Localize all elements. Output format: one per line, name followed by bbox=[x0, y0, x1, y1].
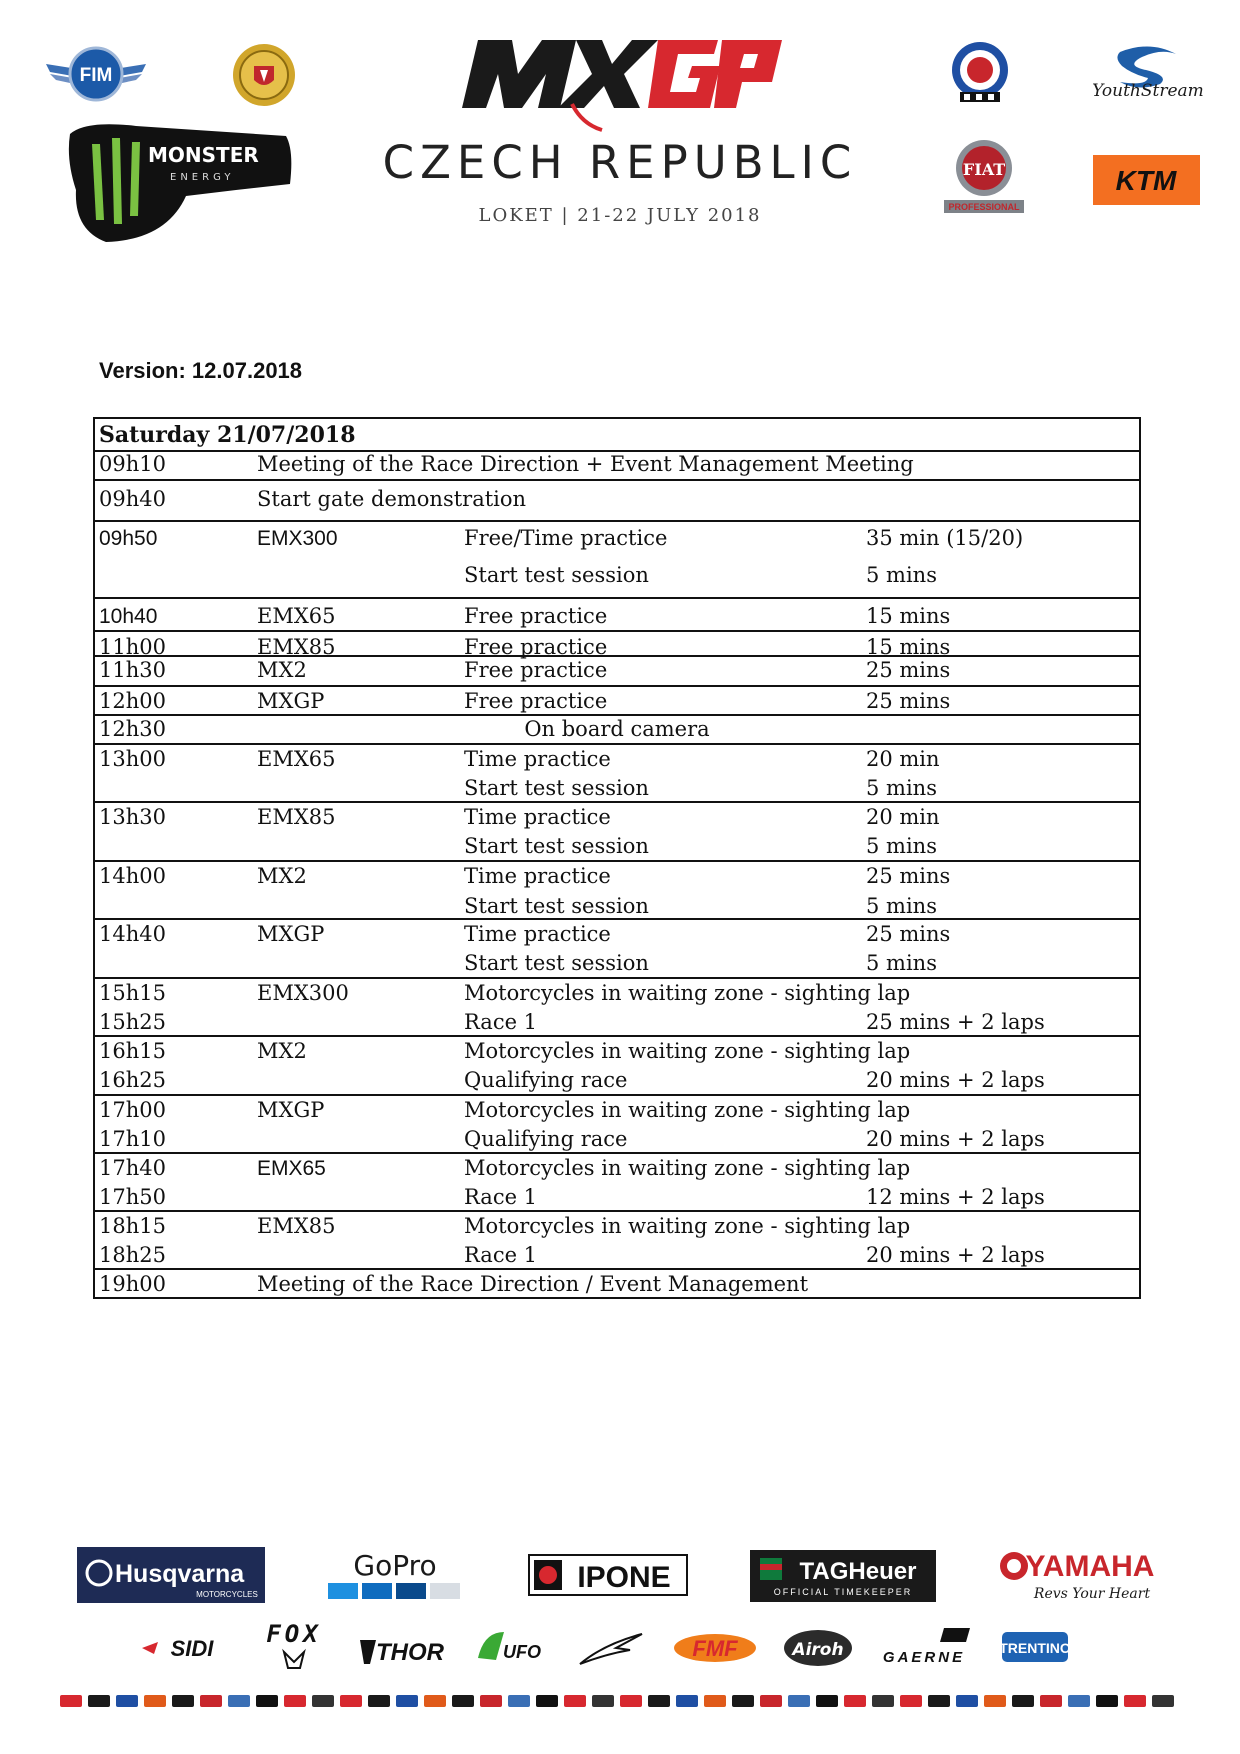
mini-sponsor-logo bbox=[452, 1695, 474, 1707]
schedule-time-cell: 13h30 bbox=[99, 805, 166, 829]
mini-sponsor-logo bbox=[256, 1695, 278, 1707]
mini-sponsor-logo bbox=[788, 1695, 810, 1707]
schedule-class-cell: EMX85 bbox=[257, 1214, 336, 1238]
mini-sponsor-logo bbox=[704, 1695, 726, 1707]
schedule-duration-cell: 25 mins bbox=[866, 689, 951, 713]
husqvarna-logo bbox=[77, 1547, 265, 1603]
schedule-duration-cell: 20 mins + 2 laps bbox=[866, 1068, 1045, 1092]
schedule-class-cell: MXGP bbox=[257, 689, 325, 713]
acr-logo bbox=[230, 42, 298, 108]
schedule-time-cell: 19h00 bbox=[99, 1272, 166, 1296]
schedule-row bbox=[95, 685, 1139, 714]
svg-text:OFFICIAL TIMEKEEPER: OFFICIAL TIMEKEEPER bbox=[773, 1587, 913, 1597]
mini-sponsor-logo bbox=[928, 1695, 950, 1707]
schedule-row bbox=[95, 714, 1139, 743]
schedule-duration-cell: 5 mins bbox=[866, 951, 937, 975]
schedule-row bbox=[95, 743, 1139, 801]
schedule-activity-cell: Motorcycles in waiting zone - sighting lap bbox=[464, 1156, 911, 1180]
schedule-table bbox=[93, 417, 1141, 1299]
schedule-duration-cell: 35 min (15/20) bbox=[866, 526, 1024, 550]
schedule-duration-cell: 20 min bbox=[866, 805, 940, 829]
schedule-time-cell: 10h40 bbox=[99, 605, 158, 628]
mini-sponsor-logo bbox=[1040, 1695, 1062, 1707]
mini-sponsor-logo bbox=[1124, 1695, 1146, 1707]
mini-sponsor-logo bbox=[60, 1695, 82, 1707]
mini-sponsor-logo bbox=[340, 1695, 362, 1707]
schedule-class-cell: EMX300 bbox=[257, 527, 338, 550]
gopro-logo bbox=[326, 1551, 464, 1601]
fiat-professional-logo bbox=[942, 138, 1026, 214]
gaerne-logo bbox=[878, 1618, 974, 1674]
schedule-duration-cell: 25 mins bbox=[866, 864, 951, 888]
mini-sponsor-logo bbox=[144, 1695, 166, 1707]
svg-text:FIAT: FIAT bbox=[962, 160, 1006, 179]
schedule-class-cell: EMX300 bbox=[257, 981, 349, 1005]
mini-sponsor-logo bbox=[1068, 1695, 1090, 1707]
svg-text:FIM: FIM bbox=[79, 65, 113, 86]
schedule-time-cell: 11h30 bbox=[99, 658, 166, 682]
monster-energy-logo bbox=[66, 120, 294, 245]
schedule-time-cell: 09h50 bbox=[99, 527, 158, 550]
schedule-duration-cell: 15 mins bbox=[866, 604, 951, 628]
schedule-time-cell: 17h10 bbox=[99, 1127, 166, 1151]
mini-sponsor-logo bbox=[88, 1695, 110, 1707]
yamaha-logo bbox=[996, 1546, 1158, 1606]
mini-sponsor-logo bbox=[508, 1695, 530, 1707]
schedule-activity-cell: Start test session bbox=[464, 563, 649, 587]
tagheuer-logo bbox=[750, 1550, 936, 1602]
schedule-time-cell: 14h00 bbox=[99, 864, 166, 888]
mini-sponsor-logo bbox=[200, 1695, 222, 1707]
svg-text:MXGP: MXGP bbox=[452, 132, 456, 133]
schedule-activity-cell: Race 1 bbox=[464, 1185, 538, 1209]
schedule-activity-cell: Free practice bbox=[464, 635, 608, 659]
airoh-logo bbox=[782, 1618, 854, 1674]
schedule-time-cell: 18h25 bbox=[99, 1243, 166, 1267]
schedule-class-cell: MX2 bbox=[257, 864, 307, 888]
schedule-time-cell: 13h00 bbox=[99, 747, 166, 771]
svg-text:FMF: FMF bbox=[692, 1636, 738, 1661]
svg-text:ENERGY: ENERGY bbox=[170, 172, 235, 183]
mini-sponsor-logo bbox=[228, 1695, 250, 1707]
event-title: CZECH REPUBLIC bbox=[382, 136, 858, 189]
mini-sponsor-logo bbox=[592, 1695, 614, 1707]
fim-logo bbox=[44, 44, 148, 104]
alpinestars-logo bbox=[576, 1618, 646, 1674]
schedule-row bbox=[95, 1152, 1139, 1210]
schedule-activity-cell: Start test session bbox=[464, 834, 649, 858]
thor-logo bbox=[356, 1618, 452, 1674]
schedule-activity-cell: Free practice bbox=[464, 658, 608, 682]
schedule-class-cell: EMX85 bbox=[257, 805, 336, 829]
mini-sponsor-logo bbox=[396, 1695, 418, 1707]
schedule-activity-cell: Free/Time practice bbox=[464, 526, 668, 550]
schedule-activity-cell: Start test session bbox=[464, 894, 649, 918]
schedule-activity-cell: Qualifying race bbox=[464, 1127, 628, 1151]
schedule-time-cell: 11h00 bbox=[99, 635, 166, 659]
svg-text:UFO: UFO bbox=[503, 1642, 541, 1662]
schedule-row bbox=[95, 1210, 1139, 1268]
svg-text:KTM: KTM bbox=[1115, 165, 1177, 196]
mini-sponsor-logo bbox=[648, 1695, 670, 1707]
mini-sponsor-logo bbox=[816, 1695, 838, 1707]
schedule-time-cell: 12h00 bbox=[99, 689, 166, 713]
schedule-class-cell: MX2 bbox=[257, 1039, 307, 1063]
youthstream-logo bbox=[1090, 42, 1206, 106]
ipone-logo bbox=[528, 1554, 688, 1596]
schedule-duration-cell: 5 mins bbox=[866, 834, 937, 858]
schedule-activity-cell: Free practice bbox=[464, 689, 608, 713]
ktm-logo bbox=[1093, 155, 1200, 205]
schedule-row bbox=[95, 655, 1139, 685]
schedule-wide-cell: Start gate demonstration bbox=[257, 487, 527, 511]
schedule-activity-cell: Race 1 bbox=[464, 1243, 538, 1267]
schedule-row bbox=[95, 1035, 1139, 1094]
mini-sponsor-logo bbox=[1152, 1695, 1174, 1707]
mini-sponsor-logo bbox=[620, 1695, 642, 1707]
schedule-activity-cell: Start test session bbox=[464, 776, 649, 800]
svg-text:Revs Your Heart: Revs Your Heart bbox=[1033, 1586, 1151, 1602]
trentino-logo bbox=[998, 1618, 1072, 1674]
schedule-row bbox=[95, 1094, 1139, 1152]
schedule-row bbox=[95, 630, 1139, 659]
schedule-row bbox=[95, 918, 1139, 977]
schedule-time-cell: 17h00 bbox=[99, 1098, 166, 1122]
svg-text:Husqvarna: Husqvarna bbox=[115, 1560, 245, 1588]
schedule-class-cell: EMX85 bbox=[257, 635, 336, 659]
schedule-duration-cell: 20 min bbox=[866, 747, 940, 771]
schedule-activity-cell: Time practice bbox=[464, 805, 611, 829]
schedule-row bbox=[95, 479, 1139, 520]
mini-sponsor-logo bbox=[732, 1695, 754, 1707]
mini-sponsor-logo bbox=[900, 1695, 922, 1707]
schedule-duration-cell: 25 mins + 2 laps bbox=[866, 1010, 1045, 1034]
event-subtitle: LOKET | 21-22 JULY 2018 bbox=[478, 205, 762, 226]
schedule-time-cell: 12h30 bbox=[99, 717, 166, 741]
schedule-class-cell: MX2 bbox=[257, 658, 307, 682]
schedule-center-cell: On board camera bbox=[524, 717, 710, 741]
schedule-wide-cell: Meeting of the Race Direction + Event Management Meeting bbox=[257, 452, 914, 476]
schedule-time-cell: 16h25 bbox=[99, 1068, 166, 1092]
schedule-time-cell: 16h15 bbox=[99, 1039, 166, 1063]
schedule-time-cell: 09h40 bbox=[99, 487, 166, 511]
schedule-wide-cell: Meeting of the Race Direction / Event Management bbox=[257, 1272, 809, 1296]
schedule-time-cell: 17h50 bbox=[99, 1185, 166, 1209]
schedule-duration-cell: 5 mins bbox=[866, 776, 937, 800]
svg-text:GAERNE: GAERNE bbox=[882, 1649, 966, 1666]
svg-text:YouthStream: YouthStream bbox=[1092, 81, 1204, 101]
schedule-activity-cell: Time practice bbox=[464, 747, 611, 771]
mini-sponsor-logo bbox=[760, 1695, 782, 1707]
mini-sponsor-logo bbox=[424, 1695, 446, 1707]
fmf-logo bbox=[672, 1618, 758, 1674]
schedule-row bbox=[95, 977, 1139, 1035]
svg-text:GoPro: GoPro bbox=[353, 1551, 437, 1582]
schedule-activity-cell: Qualifying race bbox=[464, 1068, 628, 1092]
schedule-time-cell: 17h40 bbox=[99, 1156, 166, 1180]
schedule-duration-cell: 25 mins bbox=[866, 922, 951, 946]
svg-text:THOR: THOR bbox=[376, 1639, 444, 1666]
schedule-activity-cell: Motorcycles in waiting zone - sighting lap bbox=[464, 1039, 911, 1063]
schedule-activity-cell: Race 1 bbox=[464, 1010, 538, 1034]
sidi-logo bbox=[136, 1618, 232, 1674]
svg-text:YAMAHA: YAMAHA bbox=[1025, 1550, 1155, 1583]
schedule-duration-cell: 25 mins bbox=[866, 658, 951, 682]
mini-sponsor-logo bbox=[116, 1695, 138, 1707]
schedule-duration-cell: 20 mins + 2 laps bbox=[866, 1243, 1045, 1267]
svg-text:Airoh: Airoh bbox=[792, 1640, 844, 1660]
schedule-row bbox=[95, 520, 1139, 597]
mini-sponsor-logo bbox=[1012, 1695, 1034, 1707]
svg-text:IPONE: IPONE bbox=[577, 1561, 671, 1594]
mini-sponsor-logo bbox=[172, 1695, 194, 1707]
schedule-row bbox=[95, 860, 1139, 918]
fox-logo bbox=[254, 1618, 334, 1674]
schedule-activity-cell: Time practice bbox=[464, 864, 611, 888]
schedule-row bbox=[95, 801, 1139, 860]
club-logo bbox=[950, 40, 1010, 106]
svg-text:PROFESSIONAL: PROFESSIONAL bbox=[948, 202, 1020, 212]
mini-sponsor-logo bbox=[984, 1695, 1006, 1707]
mini-sponsor-logo bbox=[564, 1695, 586, 1707]
schedule-time-cell: 14h40 bbox=[99, 922, 166, 946]
schedule-class-cell: MXGP bbox=[257, 1098, 325, 1122]
mini-sponsor-logo bbox=[480, 1695, 502, 1707]
schedule-class-cell: EMX65 bbox=[257, 1157, 326, 1180]
schedule-time-cell: 09h10 bbox=[99, 452, 166, 476]
schedule-time-cell: 18h15 bbox=[99, 1214, 166, 1238]
schedule-class-cell: EMX65 bbox=[257, 747, 336, 771]
svg-text:FOX: FOX bbox=[266, 1620, 322, 1648]
mini-sponsor-logo bbox=[284, 1695, 306, 1707]
svg-text:MOTORCYCLES: MOTORCYCLES bbox=[196, 1590, 258, 1599]
svg-text:TRENTINO: TRENTINO bbox=[999, 1640, 1071, 1656]
version-label: Version: 12.07.2018 bbox=[99, 358, 303, 383]
schedule-duration-cell: 15 mins bbox=[866, 635, 951, 659]
schedule-duration-cell: 12 mins + 2 laps bbox=[866, 1185, 1045, 1209]
sponsor-strip bbox=[58, 1692, 1178, 1710]
mini-sponsor-logo bbox=[312, 1695, 334, 1707]
schedule-row bbox=[95, 597, 1139, 630]
mini-sponsor-logo bbox=[956, 1695, 978, 1707]
mini-sponsor-logo bbox=[844, 1695, 866, 1707]
schedule-duration-cell: 5 mins bbox=[866, 894, 937, 918]
schedule-day-heading: Saturday 21/07/2018 bbox=[99, 422, 356, 448]
schedule-time-cell: 15h15 bbox=[99, 981, 166, 1005]
mini-sponsor-logo bbox=[536, 1695, 558, 1707]
schedule-activity-cell: Time practice bbox=[464, 922, 611, 946]
schedule-class-cell: MXGP bbox=[257, 922, 325, 946]
mini-sponsor-logo bbox=[676, 1695, 698, 1707]
schedule-row bbox=[95, 450, 1139, 479]
schedule-time-cell: 15h25 bbox=[99, 1010, 166, 1034]
mini-sponsor-logo bbox=[368, 1695, 390, 1707]
schedule-activity-cell: Free practice bbox=[464, 604, 608, 628]
mini-sponsor-logo bbox=[1096, 1695, 1118, 1707]
schedule-row bbox=[95, 1268, 1139, 1297]
mini-sponsor-logo bbox=[872, 1695, 894, 1707]
ufo-logo bbox=[474, 1618, 554, 1674]
schedule-activity-cell: Motorcycles in waiting zone - sighting lap bbox=[464, 1214, 911, 1238]
schedule-activity-cell: Start test session bbox=[464, 951, 649, 975]
schedule-duration-cell: 20 mins + 2 laps bbox=[866, 1127, 1045, 1151]
mxgp-logo bbox=[452, 34, 788, 134]
schedule-duration-cell: 5 mins bbox=[866, 563, 937, 587]
schedule-class-cell: EMX65 bbox=[257, 604, 336, 628]
svg-text:SIDI: SIDI bbox=[170, 1636, 214, 1661]
svg-text:TAGHeuer: TAGHeuer bbox=[799, 1558, 917, 1585]
schedule-activity-cell: Motorcycles in waiting zone - sighting lap bbox=[464, 981, 911, 1005]
schedule-activity-cell: Motorcycles in waiting zone - sighting lap bbox=[464, 1098, 911, 1122]
svg-text:MONSTER: MONSTER bbox=[148, 143, 259, 167]
